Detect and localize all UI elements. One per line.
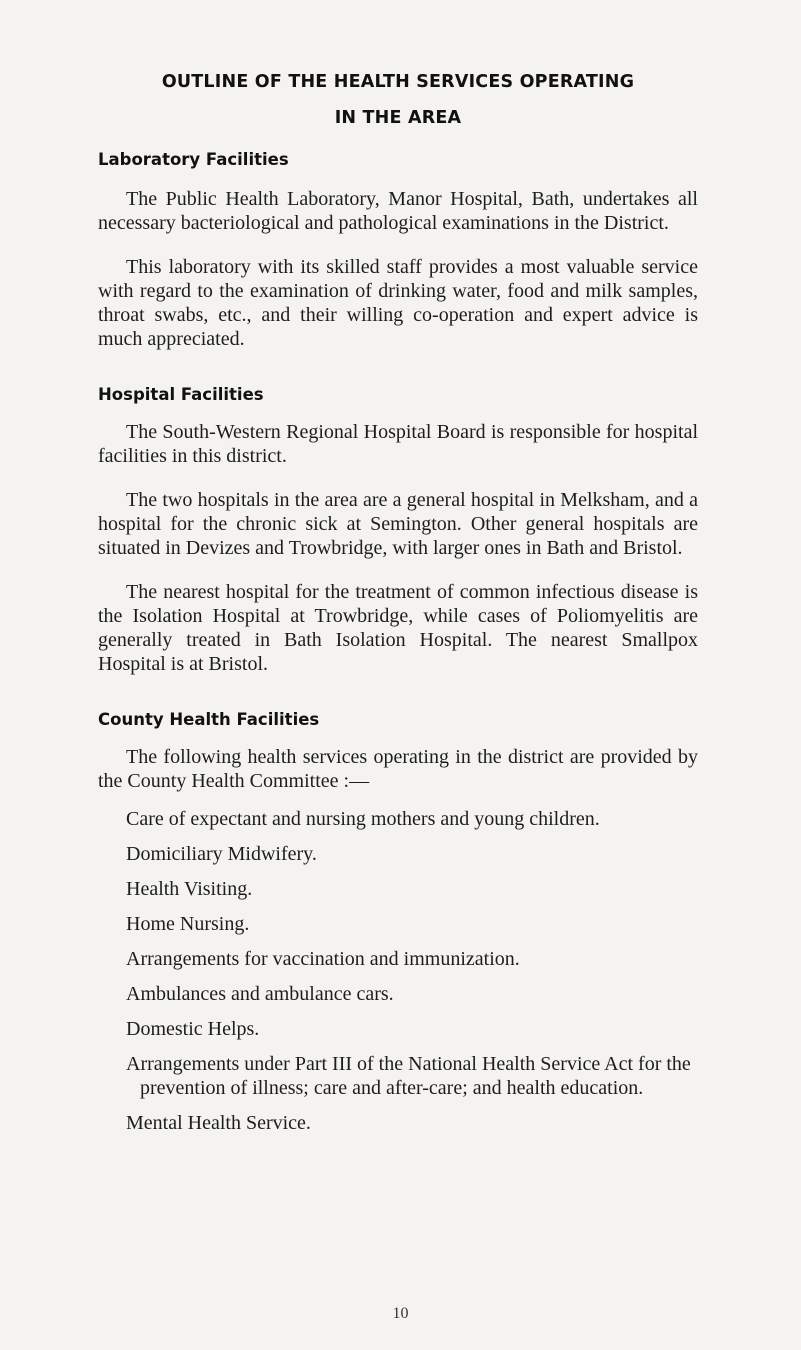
laboratory-paragraph-1: The Public Health Laboratory, Manor Hospital, Bath, undertakes all necessary bacteriological and pathological examinations in the District. [98,188,698,234]
title-line-2: IN THE AREA [334,108,462,128]
service-item: Care of expectant and nursing mothers and young children. [126,808,600,830]
hospital-section [98,385,698,676]
document-page [98,64,698,1146]
hospital-paragraph-1: The South-Western Regional Hospital Board is responsible for hospital facilities in this district. [98,421,698,467]
county-heading: County Health Facilities [98,710,320,729]
county-section [98,710,698,1135]
service-item: Arrangements under Part III of the National Health Service Act for the prevention of illness; care and after-care; and health education. [126,1053,691,1099]
title-line-1: OUTLINE OF THE HEALTH SERVICES OPERATING [161,72,635,92]
hospital-paragraph-2: The two hospitals in the area are a general hospital in Melksham, and a hospital for the chronic sick at Semington. Other general hospitals are situated in Devizes and Trowbridge, with larger ones in Bath and Bristol. [98,489,698,559]
service-item: Arrangements for vaccination and immunization. [126,948,520,970]
county-intro: The following health services operating in the district are provided by the County Health Committee :— [98,746,698,792]
hospital-paragraph-3: The nearest hospital for the treatment of common infectious disease is the Isolation Hospital at Trowbridge, while cases of Poliomyelitis are generally treated in Bath Isolation Hospital. The nearest Smallpox Hospital is at Bristol. [98,581,698,675]
service-item: Health Visiting. [126,878,253,900]
county-services-list [98,807,698,1135]
laboratory-heading: Laboratory Facilities [98,150,289,169]
service-item: Mental Health Service. [126,1112,311,1134]
document-title [98,64,698,136]
hospital-heading: Hospital Facilities [98,385,264,404]
page-number: 10 [392,1305,409,1322]
service-item: Domiciliary Midwifery. [126,843,317,865]
service-item: Ambulances and ambulance cars. [126,983,394,1005]
laboratory-section [98,150,698,351]
laboratory-paragraph-2: This laboratory with its skilled staff provides a most valuable service with regard to the examination of drinking water, food and milk samples, throat swabs, etc., and their willing co-operation and expert advice is much appreciated. [98,256,698,350]
service-item: Domestic Helps. [126,1018,260,1040]
service-item: Home Nursing. [126,913,250,935]
